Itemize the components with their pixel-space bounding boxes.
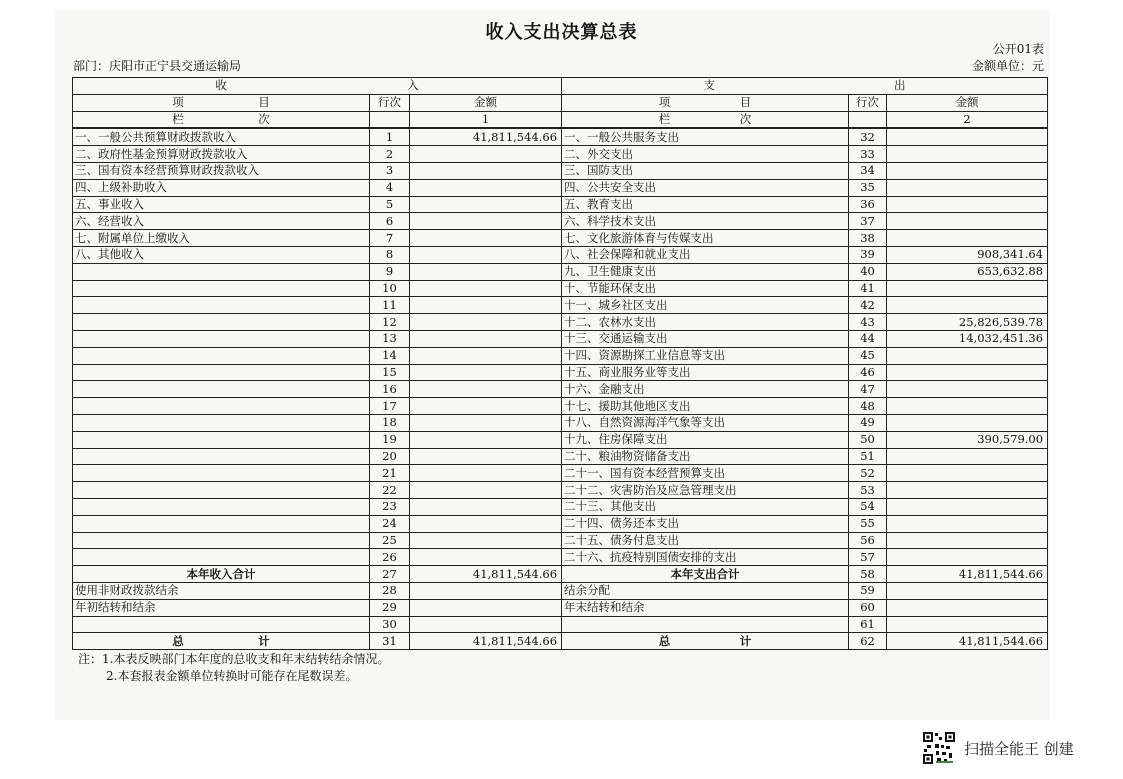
table-row <box>73 347 1048 364</box>
income-item-cell <box>73 482 370 499</box>
income-item-cell <box>73 297 370 314</box>
table-row <box>73 582 1048 599</box>
expense-item-cell: 二十二、灾害防治及应急管理支出 <box>562 482 849 499</box>
income-item-cell: 五、事业收入 <box>73 196 370 213</box>
income-item-cell <box>73 498 370 515</box>
header-row-columns <box>73 94 1048 111</box>
income-rowno-cell: 19 <box>370 431 410 448</box>
expense-item-cell: 六、科学技术支出 <box>562 213 849 230</box>
income-amount-cell: 41,811,544.66 <box>410 128 562 145</box>
table-notes <box>78 651 389 685</box>
expense-rowno-cell: 43 <box>849 314 887 331</box>
income-amount-cell <box>410 347 562 364</box>
income-amount-cell <box>410 246 562 263</box>
table-row <box>73 162 1048 179</box>
income-expense-table <box>72 77 1048 650</box>
expense-item-cell: 十七、援助其他地区支出 <box>562 398 849 415</box>
income-amount-cell <box>410 398 562 415</box>
income-amount-cell <box>410 146 562 163</box>
table-row <box>73 465 1048 482</box>
expense-amount-cell <box>887 515 1048 532</box>
income-rowno-cell: 18 <box>370 414 410 431</box>
income-amount-cell <box>410 196 562 213</box>
income-amount-cell <box>410 498 562 515</box>
income-rowno-cell: 9 <box>370 263 410 280</box>
income-rowno-cell: 1 <box>370 128 410 145</box>
table-row <box>73 246 1048 263</box>
income-total-label <box>73 633 370 650</box>
expense-rowno-cell: 40 <box>849 263 887 280</box>
scanner-watermark-text: 扫描全能王 创建 <box>964 739 1074 758</box>
column-label-right: 次 <box>739 111 752 126</box>
expense-amount-cell <box>887 364 1048 381</box>
expense-header-right: 出 <box>894 78 906 93</box>
income-item-cell <box>73 347 370 364</box>
total-row <box>73 633 1048 650</box>
income-amount-cell <box>410 230 562 247</box>
income-amount-cell <box>410 330 562 347</box>
expense-item-cell: 二十四、债务还本支出 <box>562 515 849 532</box>
expense-item-cell: 本年支出合计 <box>562 566 849 583</box>
income-item-cell: 八、其他收入 <box>73 246 370 263</box>
expense-amount-cell <box>887 599 1048 616</box>
expense-item-cell: 一、一般公共服务支出 <box>562 128 849 145</box>
expense-item-cell: 二十三、其他支出 <box>562 498 849 515</box>
income-rowno-cell: 22 <box>370 482 410 499</box>
expense-item-cell: 十八、自然资源海洋气象等支出 <box>562 414 849 431</box>
income-item-cell <box>73 515 370 532</box>
expense-rowno-cell: 38 <box>849 230 887 247</box>
expense-rowno-cell: 50 <box>849 431 887 448</box>
expense-rowno-cell: 55 <box>849 515 887 532</box>
expense-rowno-cell: 37 <box>849 213 887 230</box>
expense-item-cell: 十二、农林水支出 <box>562 314 849 331</box>
income-rowno-cell: 26 <box>370 549 410 566</box>
expense-item-cell: 三、国防支出 <box>562 162 849 179</box>
expense-amount-cell: 25,826,539.78 <box>887 314 1048 331</box>
income-amount-cell <box>410 213 562 230</box>
income-item-cell <box>73 280 370 297</box>
table-row <box>73 398 1048 415</box>
expense-item-cell: 十、节能环保支出 <box>562 280 849 297</box>
income-amount-header: 金额 <box>410 94 562 111</box>
expense-amount-cell <box>887 146 1048 163</box>
expense-item-cell: 结余分配 <box>562 582 849 599</box>
income-amount-cell <box>410 532 562 549</box>
income-column-rowno-empty <box>370 111 410 128</box>
income-amount-cell <box>410 162 562 179</box>
table-row <box>73 297 1048 314</box>
expense-item-cell: 二、外交支出 <box>562 146 849 163</box>
income-item-cell: 四、上级补助收入 <box>73 179 370 196</box>
expense-amount-cell <box>887 347 1048 364</box>
expense-amount-cell <box>887 213 1048 230</box>
note-line-1: 注：1.本表反映部门本年度的总收支和年末结转结余情况。 <box>78 652 390 666</box>
table-row <box>73 314 1048 331</box>
income-rowno-cell: 4 <box>370 179 410 196</box>
income-item-cell: 七、附属单位上缴收入 <box>73 230 370 247</box>
income-item-cell <box>73 465 370 482</box>
expense-rowno-cell: 32 <box>849 128 887 145</box>
table-row <box>73 381 1048 398</box>
income-item-cell: 六、经营收入 <box>73 213 370 230</box>
expense-amount-cell <box>887 616 1048 633</box>
income-item-cell <box>73 414 370 431</box>
header-row-section <box>73 78 1048 95</box>
income-rowno-cell: 24 <box>370 515 410 532</box>
expense-rowno-cell: 41 <box>849 280 887 297</box>
income-rowno-cell: 16 <box>370 381 410 398</box>
amount-unit-label: 金额单位：元 <box>971 59 1044 73</box>
expense-amount-cell: 653,632.88 <box>887 263 1048 280</box>
column-label-left: 栏 <box>172 111 184 126</box>
income-column-label <box>73 111 370 128</box>
expense-rowno-cell: 49 <box>849 414 887 431</box>
income-header-left: 收 <box>215 78 227 93</box>
expense-rowno-cell: 46 <box>849 364 887 381</box>
expense-amount-cell: 390,579.00 <box>887 431 1048 448</box>
income-amount-cell <box>410 280 562 297</box>
expense-total-rowno: 62 <box>849 633 887 650</box>
expense-rowno-cell: 42 <box>849 297 887 314</box>
expense-total-label <box>562 633 849 650</box>
income-rowno-cell: 8 <box>370 246 410 263</box>
scanner-watermark <box>922 730 1074 766</box>
income-rowno-cell: 10 <box>370 280 410 297</box>
income-item-cell: 本年收入合计 <box>73 566 370 583</box>
item-header-right: 目 <box>258 95 270 110</box>
income-amount-cell <box>410 616 562 633</box>
expense-rowno-cell: 51 <box>849 448 887 465</box>
expense-rowno-cell: 33 <box>849 146 887 163</box>
income-amount-cell <box>410 314 562 331</box>
item-header-right: 目 <box>739 95 752 110</box>
expense-item-cell: 十三、交通运输支出 <box>562 330 849 347</box>
table-row <box>73 213 1048 230</box>
expense-amount-cell <box>887 280 1048 297</box>
income-amount-cell: 41,811,544.66 <box>410 566 562 583</box>
expense-amount-cell <box>887 465 1048 482</box>
income-item-cell <box>73 431 370 448</box>
income-item-cell: 三、国有资本经营预算财政拨款收入 <box>73 162 370 179</box>
income-amount-cell <box>410 263 562 280</box>
table-row <box>73 532 1048 549</box>
income-column-index: 1 <box>410 111 562 128</box>
income-rowno-cell: 12 <box>370 314 410 331</box>
expense-rowno-cell: 36 <box>849 196 887 213</box>
income-item-cell <box>73 263 370 280</box>
expense-amount-cell <box>887 179 1048 196</box>
expense-rowno-header: 行次 <box>849 94 887 111</box>
expense-item-cell: 二十六、抗疫特别国债安排的支出 <box>562 549 849 566</box>
expense-amount-cell <box>887 482 1048 499</box>
expense-column-rowno-empty <box>849 111 887 128</box>
income-section-header <box>73 78 562 95</box>
expense-item-cell: 二十一、国有资本经营预算支出 <box>562 465 849 482</box>
expense-item-cell: 二十、粮油物资储备支出 <box>562 448 849 465</box>
expense-rowno-cell: 48 <box>849 398 887 415</box>
table-row <box>73 280 1048 297</box>
income-item-cell: 使用非财政拨款结余 <box>73 582 370 599</box>
income-amount-cell <box>410 599 562 616</box>
expense-item-cell: 五、教育支出 <box>562 196 849 213</box>
expense-rowno-cell: 57 <box>849 549 887 566</box>
expense-item-cell: 七、文化旅游体育与传媒支出 <box>562 230 849 247</box>
expense-column-label <box>562 111 849 128</box>
income-rowno-cell: 20 <box>370 448 410 465</box>
table-row <box>73 515 1048 532</box>
expense-amount-cell <box>887 398 1048 415</box>
expense-item-cell: 四、公共安全支出 <box>562 179 849 196</box>
income-rowno-header: 行次 <box>370 94 410 111</box>
income-rowno-cell: 23 <box>370 498 410 515</box>
table-row <box>73 128 1048 145</box>
expense-amount-cell: 41,811,544.66 <box>887 566 1048 583</box>
income-item-cell: 年初结转和结余 <box>73 599 370 616</box>
expense-rowno-cell: 39 <box>849 246 887 263</box>
income-total-amount: 41,811,544.66 <box>410 633 562 650</box>
income-amount-cell <box>410 549 562 566</box>
income-rowno-cell: 27 <box>370 566 410 583</box>
expense-rowno-cell: 34 <box>849 162 887 179</box>
income-rowno-cell: 17 <box>370 398 410 415</box>
table-row <box>73 431 1048 448</box>
expense-item-cell: 八、社会保障和就业支出 <box>562 246 849 263</box>
table-row <box>73 448 1048 465</box>
department-label: 部门：庆阳市正宁县交通运输局 <box>73 59 242 73</box>
income-rowno-cell: 2 <box>370 146 410 163</box>
income-amount-cell <box>410 414 562 431</box>
income-item-cell: 二、政府性基金预算财政拨款收入 <box>73 146 370 163</box>
note-line-2: 2.本套报表金额单位转换时可能存在尾数误差。 <box>106 669 358 683</box>
table-row <box>73 179 1048 196</box>
expense-rowno-cell: 56 <box>849 532 887 549</box>
income-item-cell <box>73 381 370 398</box>
total-label-left: 总 <box>658 633 671 648</box>
expense-item-cell: 十六、金融支出 <box>562 381 849 398</box>
expense-amount-cell: 908,341.64 <box>887 246 1048 263</box>
income-item-cell <box>73 448 370 465</box>
income-item-cell <box>73 532 370 549</box>
expense-rowno-cell: 44 <box>849 330 887 347</box>
expense-rowno-cell: 53 <box>849 482 887 499</box>
expense-rowno-cell: 54 <box>849 498 887 515</box>
table-row <box>73 616 1048 633</box>
item-header-left: 项 <box>658 95 671 110</box>
income-amount-cell <box>410 465 562 482</box>
expense-section-header <box>562 78 1048 95</box>
expense-amount-cell <box>887 128 1048 145</box>
income-amount-cell <box>410 515 562 532</box>
total-label-right: 计 <box>258 633 270 648</box>
item-header-left: 项 <box>172 95 184 110</box>
expense-rowno-cell: 47 <box>849 381 887 398</box>
expense-rowno-cell: 61 <box>849 616 887 633</box>
expense-item-cell: 十一、城乡社区支出 <box>562 297 849 314</box>
income-amount-cell <box>410 431 562 448</box>
table-row <box>73 482 1048 499</box>
income-item-header <box>73 94 370 111</box>
expense-rowno-cell: 59 <box>849 582 887 599</box>
expense-item-cell: 二十五、债务付息支出 <box>562 532 849 549</box>
income-amount-cell <box>410 364 562 381</box>
column-label-right: 次 <box>258 111 270 126</box>
total-label-right: 计 <box>739 633 752 648</box>
expense-item-cell: 九、卫生健康支出 <box>562 263 849 280</box>
income-item-cell <box>73 549 370 566</box>
table-row <box>73 414 1048 431</box>
income-rowno-cell: 28 <box>370 582 410 599</box>
header-row-index <box>73 111 1048 128</box>
income-amount-cell <box>410 297 562 314</box>
income-amount-cell <box>410 482 562 499</box>
expense-header-left: 支 <box>703 78 716 93</box>
income-rowno-cell: 11 <box>370 297 410 314</box>
table-row <box>73 196 1048 213</box>
expense-amount-cell <box>887 414 1048 431</box>
income-amount-cell <box>410 448 562 465</box>
expense-amount-cell <box>887 196 1048 213</box>
expense-rowno-cell: 58 <box>849 566 887 583</box>
expense-amount-cell <box>887 549 1048 566</box>
income-rowno-cell: 30 <box>370 616 410 633</box>
expense-amount-cell <box>887 230 1048 247</box>
expense-rowno-cell: 60 <box>849 599 887 616</box>
income-amount-cell <box>410 179 562 196</box>
expense-item-cell: 十九、住房保障支出 <box>562 431 849 448</box>
income-rowno-cell: 29 <box>370 599 410 616</box>
subtotal-row <box>73 566 1048 583</box>
income-rowno-cell: 13 <box>370 330 410 347</box>
expense-item-cell <box>562 616 849 633</box>
expense-rowno-cell: 35 <box>849 179 887 196</box>
income-item-cell: 一、一般公共预算财政拨款收入 <box>73 128 370 145</box>
expense-column-index: 2 <box>887 111 1048 128</box>
table-row <box>73 330 1048 347</box>
expense-item-header <box>562 94 849 111</box>
income-item-cell <box>73 398 370 415</box>
expense-item-cell: 十五、商业服务业等支出 <box>562 364 849 381</box>
income-rowno-cell: 7 <box>370 230 410 247</box>
income-rowno-cell: 21 <box>370 465 410 482</box>
expense-amount-cell <box>887 532 1048 549</box>
expense-amount-cell <box>887 381 1048 398</box>
form-number: 公开01表 <box>992 42 1044 56</box>
total-label-left: 总 <box>172 633 184 648</box>
column-label-left: 栏 <box>658 111 671 126</box>
table-row <box>73 146 1048 163</box>
income-rowno-cell: 3 <box>370 162 410 179</box>
table-row <box>73 230 1048 247</box>
income-rowno-cell: 14 <box>370 347 410 364</box>
income-rowno-cell: 25 <box>370 532 410 549</box>
expense-item-cell: 年末结转和结余 <box>562 599 849 616</box>
expense-amount-cell: 14,032,451.36 <box>887 330 1048 347</box>
income-rowno-cell: 5 <box>370 196 410 213</box>
table-row <box>73 549 1048 566</box>
income-item-cell <box>73 330 370 347</box>
table-row <box>73 498 1048 515</box>
income-amount-cell <box>410 381 562 398</box>
income-item-cell <box>73 314 370 331</box>
expense-amount-cell <box>887 582 1048 599</box>
expense-item-cell: 十四、资源勘探工业信息等支出 <box>562 347 849 364</box>
expense-amount-cell <box>887 297 1048 314</box>
table-row <box>73 263 1048 280</box>
income-total-rowno: 31 <box>370 633 410 650</box>
expense-rowno-cell: 45 <box>849 347 887 364</box>
page-title: 收入支出决算总表 <box>485 22 638 43</box>
income-item-cell <box>73 616 370 633</box>
income-rowno-cell: 6 <box>370 213 410 230</box>
income-rowno-cell: 15 <box>370 364 410 381</box>
table-row <box>73 364 1048 381</box>
income-item-cell <box>73 364 370 381</box>
expense-rowno-cell: 52 <box>849 465 887 482</box>
qr-code-icon <box>922 731 956 765</box>
income-header-right: 入 <box>407 78 419 93</box>
income-amount-cell <box>410 582 562 599</box>
expense-amount-cell <box>887 498 1048 515</box>
expense-amount-header: 金额 <box>887 94 1048 111</box>
expense-amount-cell <box>887 162 1048 179</box>
expense-total-amount: 41,811,544.66 <box>887 633 1048 650</box>
expense-amount-cell <box>887 448 1048 465</box>
table-row <box>73 599 1048 616</box>
